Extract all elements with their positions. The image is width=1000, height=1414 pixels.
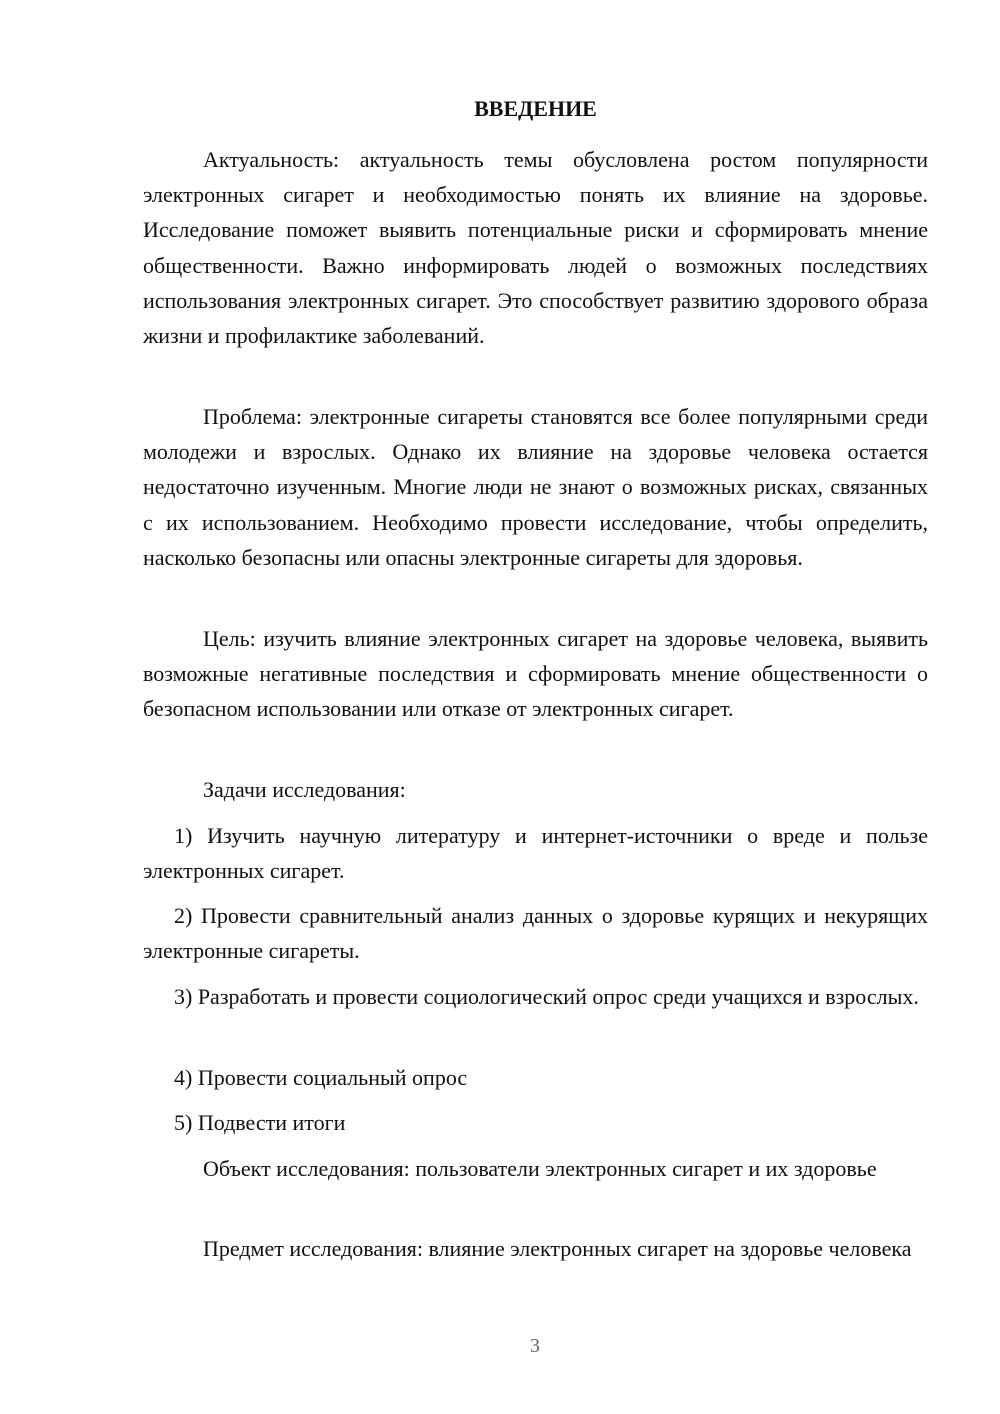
relevance-paragraph: Актуальность: актуальность темы обусловлена ростом популярности электронных сигарет и необходимостью понять их влияние на здоровье. Исследование поможет выявить потенциальные риски и сформировать мнение общественности. Важно информировать людей о возможных последствиях использования электронных сигарет. Это способствует развитию здорового образа жизни и профилактике заболеваний. [143,147,928,349]
page-number: 3 [530,1335,540,1357]
problem-paragraph: Проблема: электронные сигареты становятся все более популярными среди молодежи и взрослых. Однако их влияние на здоровье человека остается недостаточно изученным. Многие люди не знают о возможных рисках, связанных с их использованием. Необходимо провести исследование, чтобы определить, насколько безопасны или опасны электронные сигареты для здоровья. [143,404,928,570]
subject-paragraph: Предмет исследования: влияние электронных сигарет на здоровье человека [203,1236,912,1261]
task-item-3: 3) Разработать и провести социологический опрос среди учащихся и взрослых. [174,984,919,1009]
task-item-5: 5) Подвести итоги [174,1110,346,1135]
object-paragraph: Объект исследования: пользователи электронных сигарет и их здоровье [203,1156,877,1181]
task-item-1: 1) Изучить научную литературу и интернет-источники о вреде и пользе электронных сигарет. [143,823,928,884]
tasks-heading: Задачи исследования: [203,777,406,802]
page-title: ВВЕДЕНИЕ [474,96,597,121]
task-item-4: 4) Провести социальный опрос [174,1065,468,1090]
goal-paragraph: Цель: изучить влияние электронных сигарет на здоровье человека, выявить возможные негативные последствия и сформировать мнение общественности о безопасном использовании или отказе от электронных сигарет. [143,626,928,722]
task-item-2: 2) Провести сравнительный анализ данных о здоровье курящих и некурящих электронные сигареты. [143,903,928,964]
